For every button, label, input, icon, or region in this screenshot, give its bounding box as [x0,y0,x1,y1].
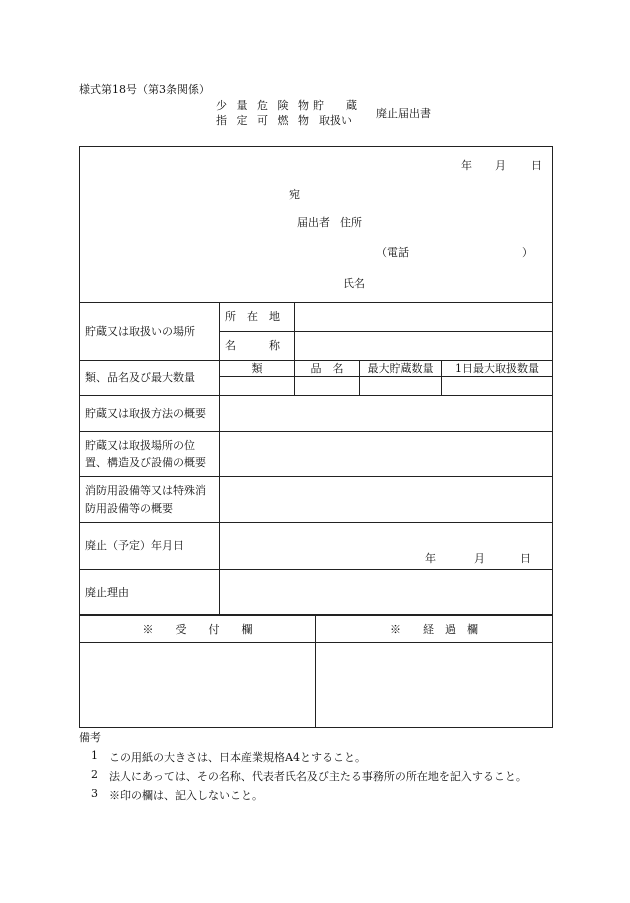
reception-field [80,643,316,728]
notifier-label: 届出者 [297,216,330,229]
title-line1-a: 少 量 危 険 物 [216,99,312,112]
col-max-storage-header: 最大貯蔵数量 [360,361,442,377]
col-item-header: 品 名 [295,361,360,377]
abolish-date-field[interactable] [220,523,553,570]
note-1-number: 1 [91,749,98,762]
note-2-text: 法人にあっては、その名称、代表者氏名及び主たる事務所の所在地を記入すること。 [109,770,527,783]
title-line1-b: 貯 蔵 [313,99,357,112]
fire-equipment-field[interactable] [220,477,553,523]
reception-column-header: ※ 受 付 欄 [80,615,316,643]
header-year: 年 [461,159,472,172]
fire-equipment-label: 消防用設備等又は特殊消防用設備等の概要 [80,477,220,523]
note-3-text: ※印の欄は、記入しないこと。 [109,789,263,802]
progress-field [316,643,553,728]
class-field[interactable] [220,377,295,396]
title-suffix: 廃止届出書 [376,107,431,120]
address-label: 住所 [340,216,362,229]
abolish-day: 日 [520,552,531,565]
abolish-date-label: 廃止（予定）年月日 [80,523,220,570]
method-field[interactable] [220,396,553,432]
name-label: 氏名 [343,277,365,290]
reason-field[interactable] [220,570,553,616]
title-line2-a: 指 定 可 燃 物 [216,114,312,127]
note-1-text: この用紙の大きさは、日本産業規格A4とすること。 [109,751,366,764]
notes-heading: 備考 [79,731,101,744]
facility-field[interactable] [220,432,553,477]
phone-open: （電話 [376,246,409,259]
form-number: 様式第18号（第3条関係） [79,83,210,96]
location-address-label: 所 在 地 [220,303,295,332]
facility-label: 貯蔵又は取扱場所の位置、構造及び設備の概要 [80,432,220,477]
note-2-number: 2 [91,768,98,781]
location-address-field[interactable] [295,303,553,332]
header-month: 月 [495,159,506,172]
method-label: 貯蔵又は取扱方法の概要 [80,396,220,432]
max-storage-field[interactable] [360,377,442,396]
item-field[interactable] [295,377,360,396]
col-class-header: 類 [220,361,295,377]
location-name-label: 名 称 [220,332,295,361]
reason-label: 廃止理由 [80,570,220,616]
main-form-table [79,146,553,616]
abolish-year: 年 [425,552,436,565]
addressee-suffix: 宛 [289,188,300,201]
abolish-month: 月 [474,552,485,565]
title-line2-b: 取扱い [319,114,352,127]
daily-max-field[interactable] [442,377,553,396]
receipt-table [79,614,553,728]
progress-column-header: ※ 経 過 欄 [316,615,553,643]
header-cell [80,147,553,303]
location-name-field[interactable] [295,332,553,361]
col-daily-max-header: 1日最大取扱数量 [442,361,553,377]
phone-close: ） [522,246,533,259]
note-3-number: 3 [91,787,98,800]
header-day: 日 [531,159,542,172]
location-label: 貯蔵又は取扱いの場所 [80,303,220,361]
kinds-label: 類、品名及び最大数量 [80,361,220,396]
